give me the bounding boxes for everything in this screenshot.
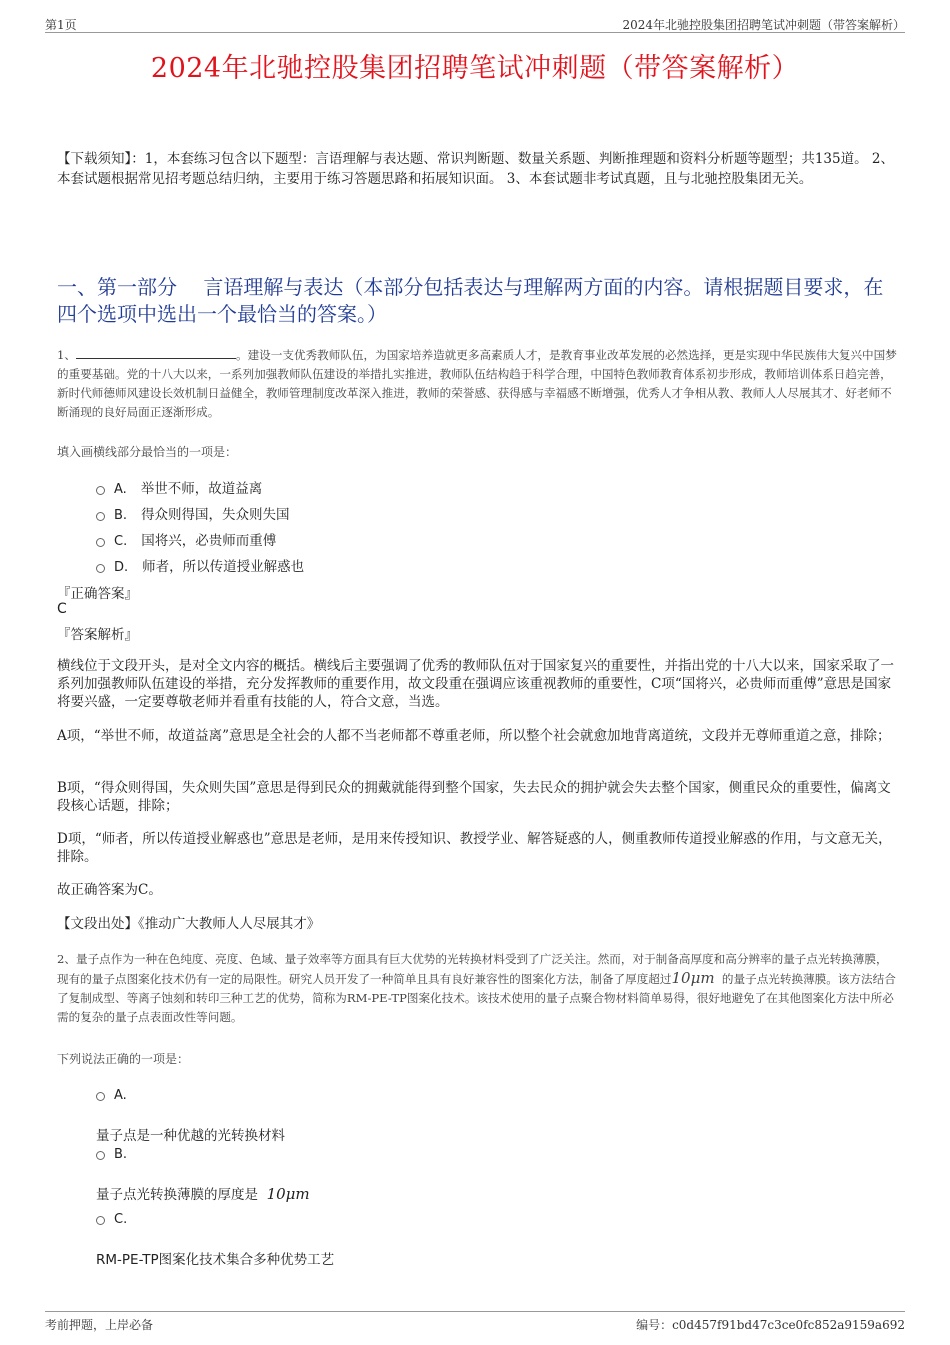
analysis-paragraph: D项，“师者，所以传道授业解惑也”意思是老师，是用来传授知识、教授学业、解答疑惑的人，侧重教师传道授业解惑的作用，与文意无关，排除。: [57, 831, 892, 865]
math-expression: 10μm: [671, 969, 715, 987]
radio-icon[interactable]: [96, 538, 105, 547]
header-doc-title: 2024年北驰控股集团招聘笔试冲刺题（带答案解析）: [622, 18, 905, 32]
question-2-prompt: 下列说法正确的一项是：: [57, 1052, 190, 1066]
option-b-text: 量子点光转换薄膜的厚度是 10μm: [96, 1185, 310, 1203]
section-heading: 一、第一部分 言语理解与表达（本部分包括表达与理解两方面的内容。请根据题目要求，在四个选项中选出一个最恰当的答案。）: [57, 275, 884, 326]
option-a-text: 量子点是一种优越的光转换材料: [96, 1128, 285, 1144]
radio-icon[interactable]: [96, 1151, 105, 1160]
document-id: 编号：c0d457f91bd47c3ce0fc852a9159a692: [636, 1318, 905, 1332]
analysis-paragraph: 横线位于文段开头，是对全文内容的概括。横线后主要强调了优秀的教师队伍对于国家复兴的重要性，并指出党的十八大以来，国家采取了一系列加强教师队伍建设的举措，充分发挥教师的重要作用，故文段重在强调应该重视教师的重要性，C项“国将兴，必贵师而重傅”意思是国家将要兴盛，一定要尊敬老师并看重有技能的人，符合文意，当选。: [57, 658, 894, 710]
radio-icon[interactable]: [96, 1092, 105, 1101]
analysis-label: 『答案解析』: [57, 627, 138, 643]
analysis-paragraph: B项，“得众则得国，失众则失国”意思是得到民众的拥戴就能得到整个国家，失去民众的拥护就会失去整个国家，侧重民众的重要性，偏离文段核心话题，排除；: [57, 780, 891, 814]
option-a[interactable]: A. 举世不师，故道益离: [96, 477, 262, 497]
question-1-stem: [57, 346, 897, 422]
option-d[interactable]: D. 师者，所以传道授业解惑也: [96, 555, 304, 575]
page-number: 第1页: [45, 18, 77, 32]
answer-value: C: [57, 601, 67, 617]
option-c-text: RM-PE-TP图案化技术集合多种优势工艺: [96, 1252, 335, 1268]
math-expression: 10μm: [266, 1185, 310, 1203]
radio-icon[interactable]: [96, 564, 105, 573]
question-2-stem: 2、量子点作为一种在色纯度、亮度、色域、量子效率等方面具有巨大优势的光转换材料受到了广泛关注。然而，对于制备高厚度和高分辨率的量子点光转换薄膜，现有的量子点图案化技术仍有一定的局限性。研究人员开发了一种简单且具有良好兼容性的图案化方法，制备了厚度超过10μm 的量子点光转换薄膜。该方法结合了复制成型、等离子蚀刻和转印三种工艺的优势，简称为RM-PE-TP图案化技术。该技术使用的量子点聚合物材料简单易得，很好地避免了在其他图案化方法中所必需的复杂的量子点表面改性等问题。: [57, 952, 896, 1024]
question-text: 。建设一支优秀教师队伍，为国家培养造就更多高素质人才，是教育事业改革发展的必然选择，更是实现中华民族伟大复兴中国梦的重要基础。党的十八大以来，一系列加强教师队伍建设的举措扎实推进，教师队伍结构趋于科学合理，中国特色教师教育体系初步形成，教师培训体系日趋完善，新时代师德师风建设长效机制日益健全，教师管理制度改革深入推进，教师的荣誉感、获得感与幸福感不断增强，优秀人才争相从教、教师人人尽展其才、好老师不断涌现的良好局面正逐渐形成。: [57, 348, 897, 419]
answer-label: 『正确答案』: [57, 586, 138, 602]
option-b[interactable]: B.: [96, 1146, 141, 1162]
fill-blank: [76, 347, 236, 359]
analysis-conclusion: 故正确答案为C。: [57, 882, 162, 898]
page-header: [45, 14, 905, 33]
option-c[interactable]: C.: [96, 1211, 141, 1227]
option-b[interactable]: B. 得众则得国，失众则失国: [96, 503, 290, 523]
option-c[interactable]: C. 国将兴，必贵师而重傅: [96, 529, 276, 549]
download-notice: 【下载须知】：1，本套练习包含以下题型：言语理解与表达题、常识判断题、数量关系题、判断推理题和资料分析题等题型；共135道。 2、本套试题根据常见招考题总结归纳，主要用于练习答题思路和拓展知识面。 3、本套试题非考试真题，且与北驰控股集团无关。: [57, 151, 894, 187]
question-number: 1、: [57, 348, 76, 362]
option-a[interactable]: A.: [96, 1087, 141, 1103]
analysis-paragraph: A项，“举世不师，故道益离”意思是全社会的人都不当老师都不尊重老师，所以整个社会就愈加地背离道统，文段并无尊师重道之意，排除；: [57, 728, 891, 744]
radio-icon[interactable]: [96, 486, 105, 495]
document-title: 2024年北驰控股集团招聘笔试冲刺题（带答案解析）: [150, 53, 800, 84]
footer-slogan: 考前押题，上岸必备: [45, 1318, 154, 1332]
radio-icon[interactable]: [96, 512, 105, 521]
source-citation: 【文段出处】《推动广大教师人人尽展其才》: [57, 916, 321, 932]
radio-icon[interactable]: [96, 1216, 105, 1225]
question-1-prompt: 填入画横线部分最恰当的一项是：: [57, 445, 238, 459]
page-footer: [45, 1311, 905, 1332]
